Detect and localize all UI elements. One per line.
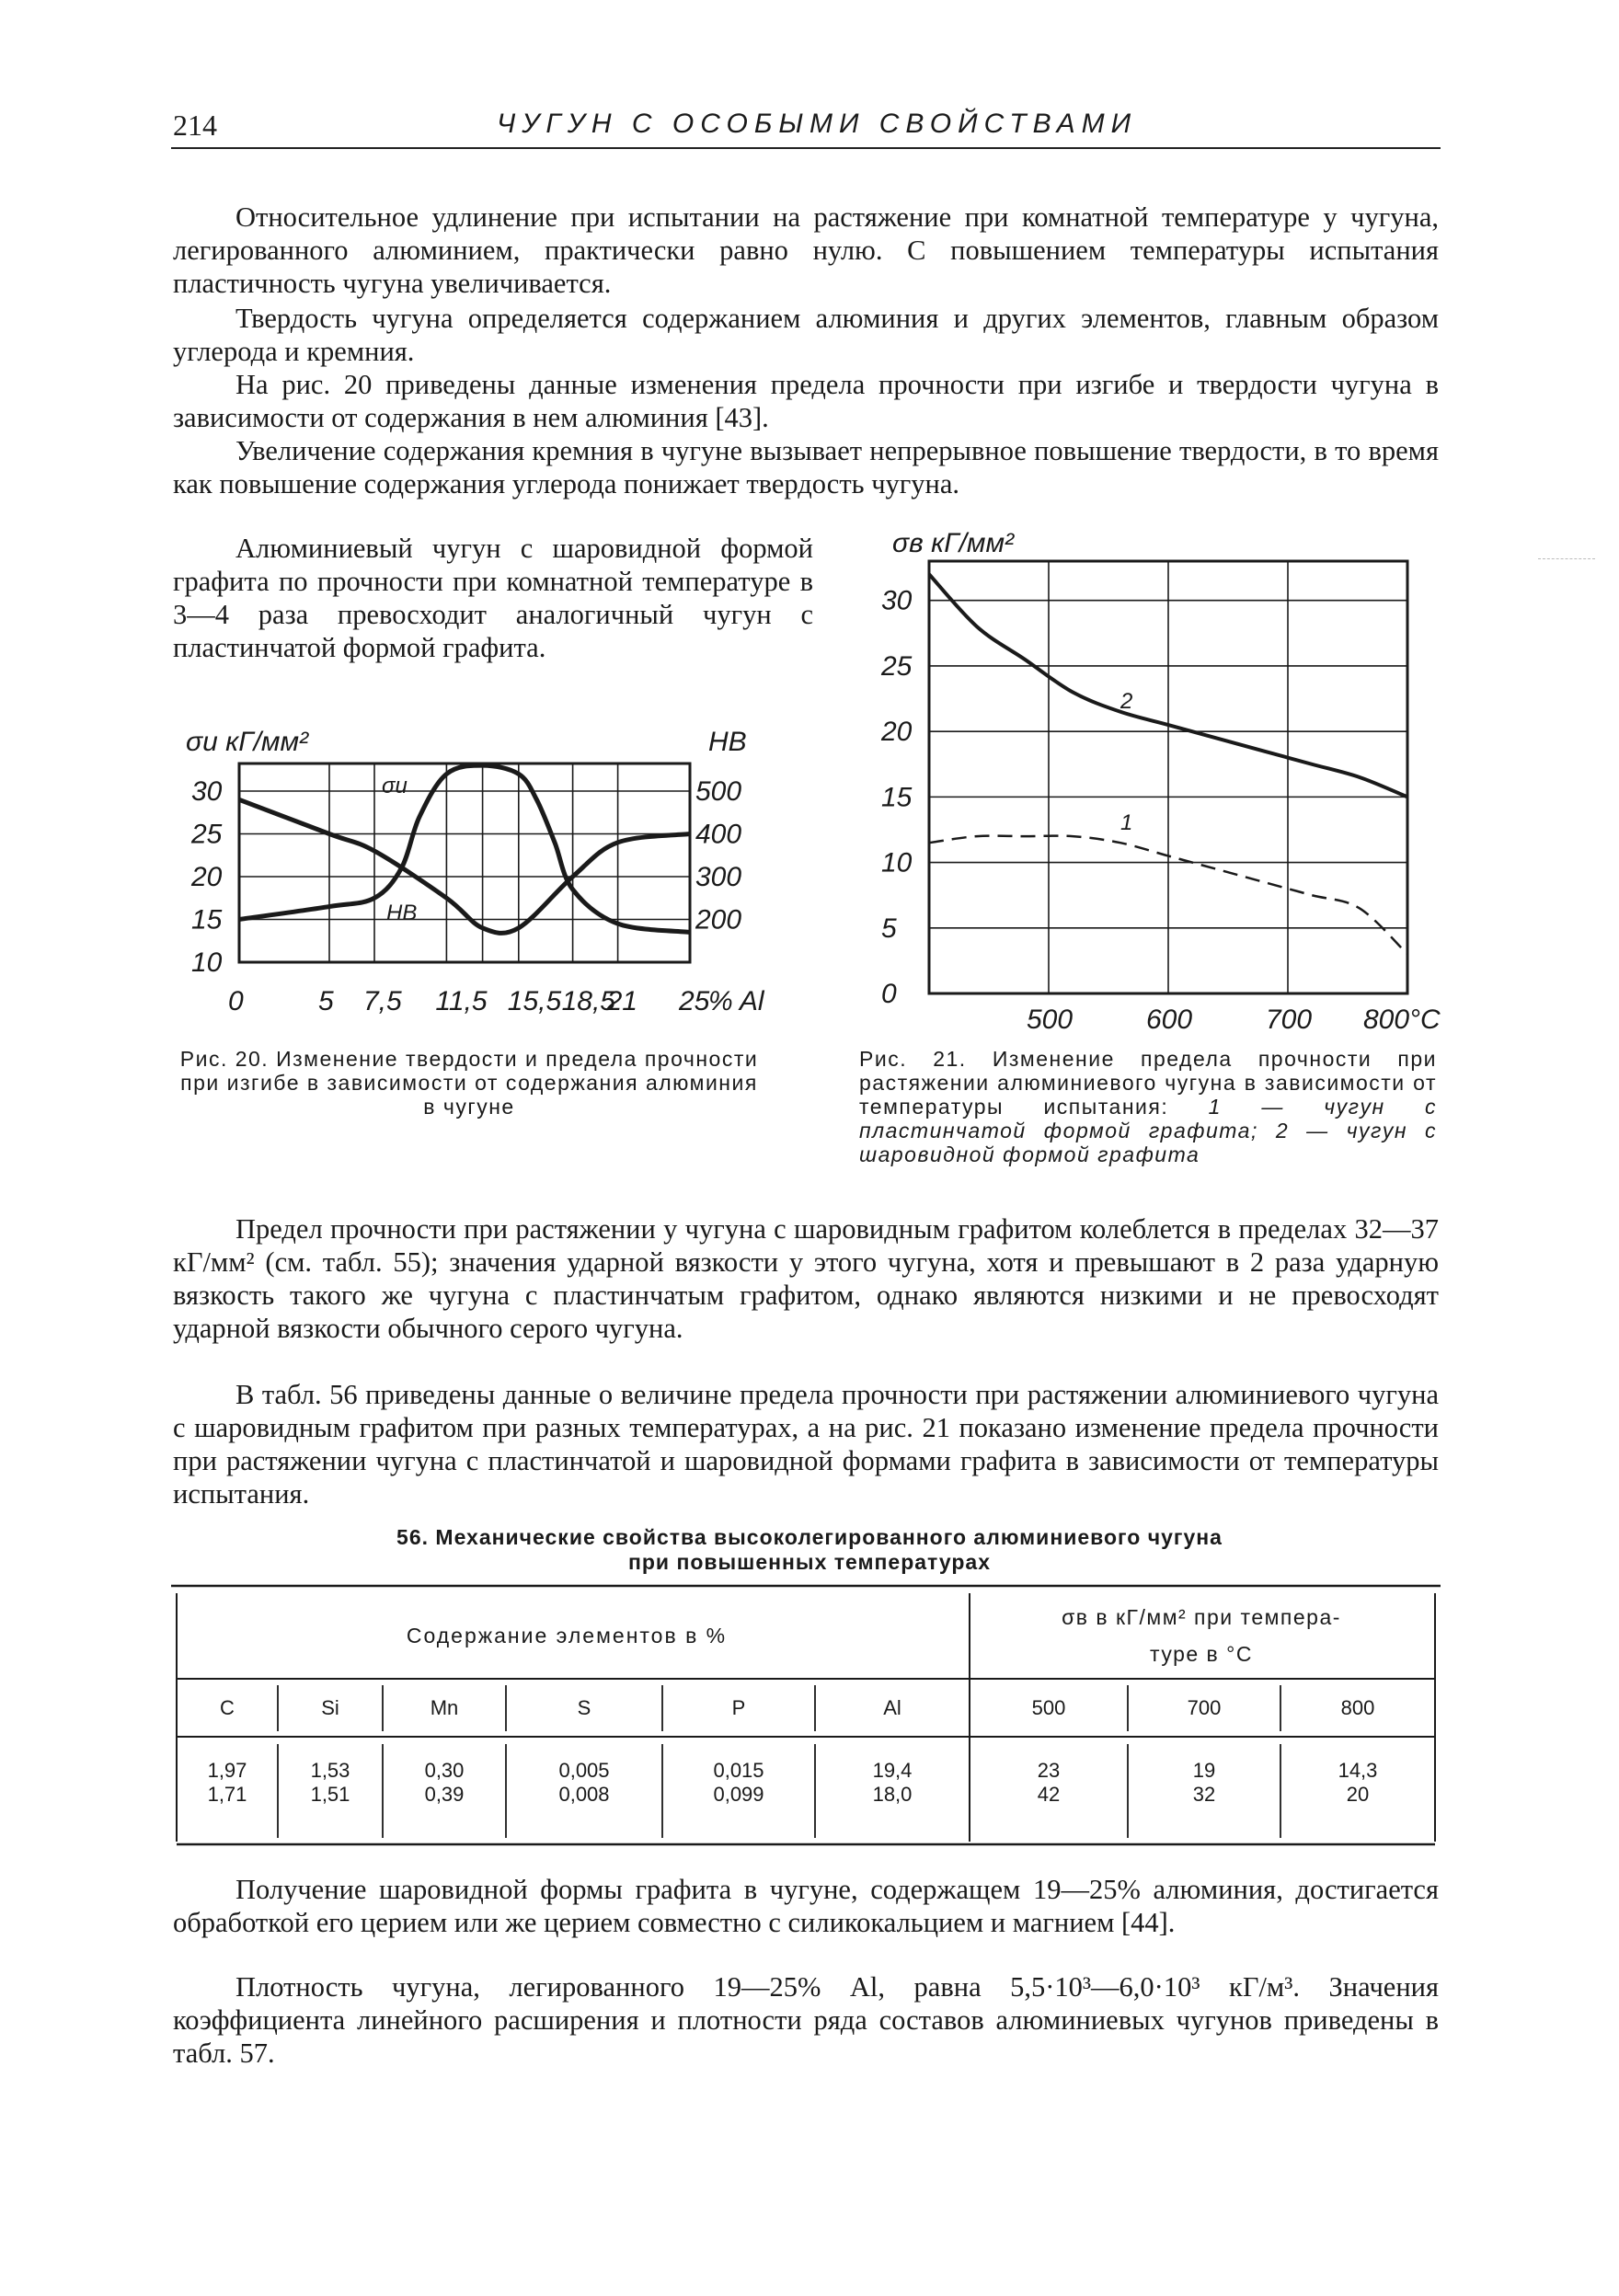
fig20-ytick-left: 30: [191, 776, 223, 807]
table-header-cell: C: [220, 1696, 235, 1719]
table-header-cell: 500: [1031, 1696, 1066, 1719]
table-header-cell: Mn: [430, 1696, 459, 1719]
table-cell: 0,008: [558, 1783, 610, 1806]
fig20-ytick-right: 200: [695, 904, 742, 936]
table-caption-line2: при повышенных температурах: [627, 1550, 991, 1574]
table-cell: 19,4: [872, 1759, 913, 1782]
fig21-label-1: 1: [1120, 810, 1133, 835]
fig21-ytick: 10: [881, 847, 913, 878]
table-header-cell: 700: [1187, 1696, 1222, 1719]
table-cell: 1,97: [207, 1759, 247, 1782]
fig21-caption-legend2: 2 — чугун с шаровидной формой графита: [859, 1119, 1437, 1166]
table-cell: 19: [1192, 1759, 1216, 1782]
fig21-grid: [929, 561, 1407, 993]
page-number: 214: [173, 109, 217, 142]
figure-21-chart: [874, 524, 1444, 1039]
figure-21-caption: [859, 1047, 1437, 1166]
table-cell: 14,3: [1338, 1759, 1378, 1782]
table-cell: 23: [1037, 1759, 1061, 1782]
table-cell: 20: [1346, 1783, 1370, 1806]
paragraph-hardness: Твердость чугуна определяется содержанием алюминия и других элементов, главным образом углерода и кремния.: [173, 303, 1439, 367]
paragraph-silicon: Увеличение содержания кремния в чугуне вызывает непрерывное повышение твердости, в то время как повышение содержания углерода понижает твердость чугуна.: [173, 435, 1439, 499]
paragraph-production: Получение шаровидной формы графита в чугуне, содержащем 19—25% алюминия, достигается обработкой его церием или же церием совместно с силикокальцием и магнием [44].: [173, 1874, 1439, 1938]
table-header-cell: Al: [883, 1696, 901, 1719]
table-cell: 32: [1192, 1783, 1216, 1806]
table-cell: 42: [1037, 1783, 1061, 1806]
table-header-cell: Si: [321, 1696, 339, 1719]
fig21-xtick: 500: [1027, 1004, 1074, 1035]
fig20-ytick-left: 25: [191, 819, 223, 850]
fig21-caption-title: Рис. 21. Изменение предела прочности при растяжении алюминиевого чугуна в зависимости от температуры испытания:: [859, 1047, 1437, 1119]
paragraph-tensile: Предел прочности при растяжении у чугуна с шаровидным графитом колеблется в пределах 32—37 кГ/мм² (см. табл. 55); значения ударной вязкости у этого чугуна, хотя и превышают в 2 раза ударную вязкость такого же чугуна с пластинчатым графитом, однако являются низкими и не превосходят ударной вязкости обычного серого чугуна.: [173, 1213, 1439, 1344]
fig20-label-hardness: HB: [386, 901, 418, 925]
fig20-xtick: 5: [318, 986, 334, 1016]
paragraph-table56-ref: В табл. 56 приведены данные о величине предела прочности при растяжении алюминиевого чугуна с шаровидным графитом при разных температурах, а на рис. 21 показано изменение предела прочности при растяжении чугуна с пластинчатой и шаровидной формами графита в зависимости от температуры испытания.: [173, 1379, 1439, 1510]
fig20-ytick-right: 400: [695, 819, 742, 850]
table-56: [171, 1584, 1441, 1851]
table-cell: 1,51: [310, 1783, 350, 1806]
fig21-ytick: 5: [881, 913, 897, 944]
table-group-header-right-1: σв в кГ/мм² при темпера-: [1062, 1605, 1341, 1629]
fig21-label-2: 2: [1120, 689, 1133, 714]
fig20-label-strength: σи: [382, 774, 408, 798]
fig20-frame: [239, 763, 690, 962]
fig20-xtick: 15,5: [507, 986, 562, 1016]
paragraph-density: Плотность чугуна, легированного 19—25% Al, равна 5,5·10³—6,0·10³ кГ/м³. Значения коэффициента линейного расширения и плотности ряда составов алюминиевых чугунов приведены в табл. 57.: [173, 1971, 1439, 2069]
fig20-ytick-left: 15: [191, 904, 223, 936]
figure-20-caption: Рис. 20. Изменение твердости и предела прочности при изгибе в зависимости от содержания алюминия в чугуне: [179, 1047, 759, 1119]
table-cell: 0,099: [713, 1783, 764, 1806]
fig21-ytick: 0: [881, 979, 897, 1009]
paragraph-fig20-ref: На рис. 20 приведены данные изменения предела прочности при изгибе и твердости чугуна в зависимости от содержания в нем алюминия [43].: [173, 369, 1439, 433]
fig20-ylabel-right: HB: [708, 727, 747, 757]
fig21-ytick: 30: [881, 585, 913, 616]
figure-20-chart: [175, 718, 782, 1030]
fig20-curve-hardness: [239, 799, 690, 933]
fig21-ytick: 25: [881, 650, 913, 682]
fig20-xtick: 11,5: [435, 986, 488, 1016]
fig21-xtick: 600: [1146, 1004, 1193, 1035]
table-header-cell: S: [577, 1696, 591, 1719]
fig20-ylabel-left: σи кГ/мм²: [186, 727, 309, 757]
paragraph-elongation: Относительное удлинение при испытании на растяжение при комнатной температуре у чугуна, легированного алюминием, практически равно нулю. С повышением температуры испытания пластичность чугуна увеличивается.: [173, 201, 1439, 299]
fig21-ytick: 15: [881, 782, 913, 813]
table-group-header-right-2: туре в °С: [1150, 1642, 1253, 1666]
fig20-xlabel: % Al: [708, 986, 764, 1016]
fig20-ytick-right: 500: [695, 776, 742, 807]
fig21-xtick: 800°C: [1363, 1004, 1441, 1035]
fig21-ylabel: σв кГ/мм²: [892, 528, 1015, 558]
fig21-caption-legend1: 1 — чугун с пластинчатой формой графита;: [859, 1095, 1437, 1142]
table-cell: 0,30: [424, 1759, 465, 1782]
table-cell: 1,53: [310, 1759, 350, 1782]
table-56-caption: [313, 1525, 1306, 1575]
table-caption-line1: 56. Механические свойства высоколегированного алюминиевого чугуна: [396, 1525, 1223, 1549]
fig20-grid: [239, 763, 690, 962]
fig20-xtick: 7,5: [363, 986, 402, 1016]
fig20-xtick: 21: [606, 986, 637, 1016]
table-cell: 0,39: [424, 1783, 465, 1806]
fig20-xtick: 18,5: [561, 986, 615, 1016]
table-header-cell: P: [731, 1696, 746, 1719]
paragraph-spheroidal: Алюминиевый чугун с шаровидной формой графита по прочности при комнатной температуре в 3—4 раза превосходит аналогичный чугун с пластинчатой формой графита.: [173, 533, 813, 663]
table-cell: 1,71: [207, 1783, 247, 1806]
fig21-ticks: [880, 586, 1441, 1035]
table-cell: 18,0: [872, 1783, 913, 1806]
header-rule: [171, 147, 1441, 149]
table-cell: 0,015: [713, 1759, 764, 1782]
table-header-cell: 800: [1340, 1696, 1375, 1719]
fig21-ytick: 20: [881, 717, 913, 748]
margin-mark: [1538, 558, 1595, 559]
running-title: ЧУГУН С ОСОБЫМИ СВОЙСТВАМИ: [497, 109, 1138, 139]
table-cell: 0,005: [558, 1759, 610, 1782]
fig20-xtick: 25: [679, 986, 710, 1016]
fig20-ytick-right: 300: [695, 862, 742, 892]
fig20-ytick-left: 10: [191, 947, 223, 978]
fig21-xtick: 700: [1266, 1004, 1313, 1035]
table-column-headers: [220, 1696, 1374, 1719]
fig20-ytick-left: 20: [191, 862, 223, 892]
fig20-xtick: 0: [228, 986, 244, 1016]
table-group-header-left: Содержание элементов в %: [406, 1624, 728, 1647]
